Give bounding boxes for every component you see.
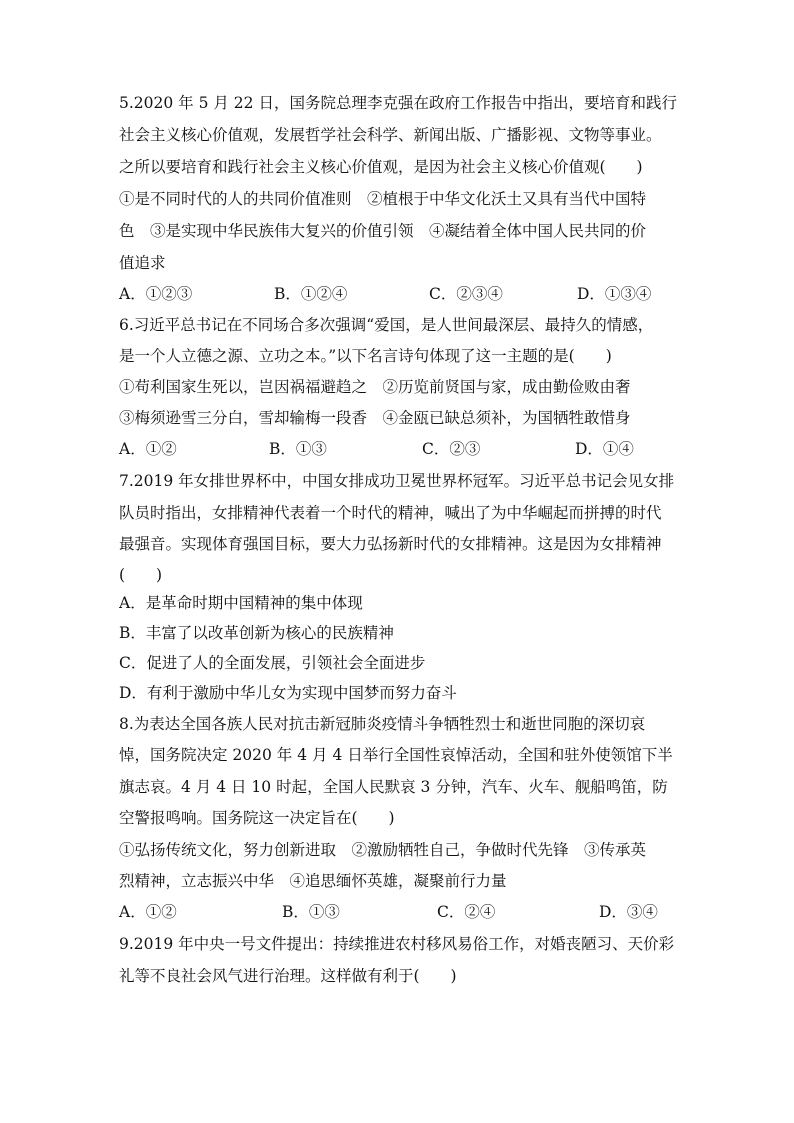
q8-line-1: 8.为表达全国各族人民对抗击新冠肺炎疫情斗争牺牲烈士和逝世同胞的深切哀: [119, 715, 646, 733]
q6-option-b: B．①③: [269, 440, 327, 458]
q5-line-5: 色 ③是实现中华民族伟大复兴的价值引领 ④凝结着全体中国人民共同的价: [119, 222, 647, 240]
q5-option-c: C．②③④: [429, 285, 503, 303]
q7-line-4: ( ): [119, 566, 163, 584]
q8-line-2: 悼，国务院决定 2020 年 4 月 4 日举行全国性哀悼活动，全国和驻外使领馆下半: [119, 746, 673, 764]
q7-choice-a: A．是革命时期中国精神的集中体现: [119, 594, 363, 612]
q5-line-2: 社会主义核心价值观，发展哲学社会科学、新闻出版、广播影视、文物等事业。: [119, 126, 662, 144]
q6-option-d: D．①④: [575, 440, 634, 458]
q8-line-4: 空警报鸣响。国务院这一决定旨在( ): [119, 809, 395, 827]
q9-line-1: 9.2019 年中央一号文件提出：持续推进农村移风易俗工作，对婚丧陋习、天价彩: [119, 935, 675, 953]
q6-options: [119, 434, 689, 464]
q6-line-1: 6.习近平总书记在不同场合多次强调“爱国，是人世间最深层、最持久的情感，: [119, 316, 654, 334]
q7-choice-b: B．丰富了以改革创新为核心的民族精神: [119, 624, 394, 642]
q6-line-3: ①苟利国家生死以，岂因祸福避趋之 ②历览前贤国与家，成由勤俭败由奢: [119, 378, 631, 396]
q8-line-6: 烈精神，立志振兴中华 ④追思缅怀英雄，凝聚前行力量: [119, 872, 507, 890]
q5-line-6: 值追求: [119, 254, 166, 272]
q5-option-a: A．①②③: [119, 285, 193, 303]
q8-option-d: D．③④: [599, 903, 658, 921]
q5-options: [119, 279, 689, 309]
q5-option-b: B．①②④: [274, 285, 348, 303]
q8-options: [119, 897, 689, 927]
q5-option-d: D．①③④: [577, 285, 652, 303]
q5-line-4: ①是不同时代的人的共同价值准则 ②植根于中华文化沃土又具有当代中国特: [119, 190, 647, 208]
q7-line-3: 最强音。实现体育强国目标，要大力弘扬新时代的女排精神。这是因为女排精神: [119, 535, 662, 553]
q8-option-c: C．②④: [437, 903, 496, 921]
q7-line-1: 7.2019 年女排世界杯中，中国女排成功卫冕世界杯冠军。习近平总书记会见女排: [119, 472, 675, 490]
q8-option-b: B．①③: [282, 903, 340, 921]
q8-option-a: A．①②: [119, 903, 177, 921]
q7-choice-c: C．促进了人的全面发展，引领社会全面进步: [119, 654, 426, 672]
q7-choice-d: D．有利于激励中华儿女为实现中国梦而努力奋斗: [119, 684, 457, 702]
q9-line-2: 礼等不良社会风气进行治理。这样做有利于( ): [119, 967, 457, 985]
q6-line-4: ③梅须逊雪三分白，雪却输梅一段香 ④金瓯已缺总须补，为国牺牲敢惜身: [119, 409, 631, 427]
q6-line-2: 是一个人立德之源、立功之本。”以下名言诗句体现了这一主题的是( ): [119, 347, 612, 365]
q5-line-3: 之所以要培育和践行社会主义核心价值观，是因为社会主义核心价值观( ): [119, 158, 643, 176]
q6-option-a: A．①②: [119, 440, 177, 458]
q8-line-5: ①弘扬传统文化，努力创新进取 ②激励牺牲自己，争做时代先锋 ③传承英: [119, 841, 647, 859]
q8-line-3: 旗志哀。4 月 4 日 10 时起，全国人民默哀 3 分钟，汽车、火车、舰船鸣笛，防: [119, 778, 668, 796]
q5-line-1: 5.2020 年 5 月 22 日，国务院总理李克强在政府工作报告中指出，要培育和践行: [119, 94, 677, 112]
q6-option-c: C．②③: [422, 440, 481, 458]
q7-line-2: 队员时指出，女排精神代表着一个时代的精神，喊出了为中华崛起而拼搏的时代: [119, 504, 662, 522]
